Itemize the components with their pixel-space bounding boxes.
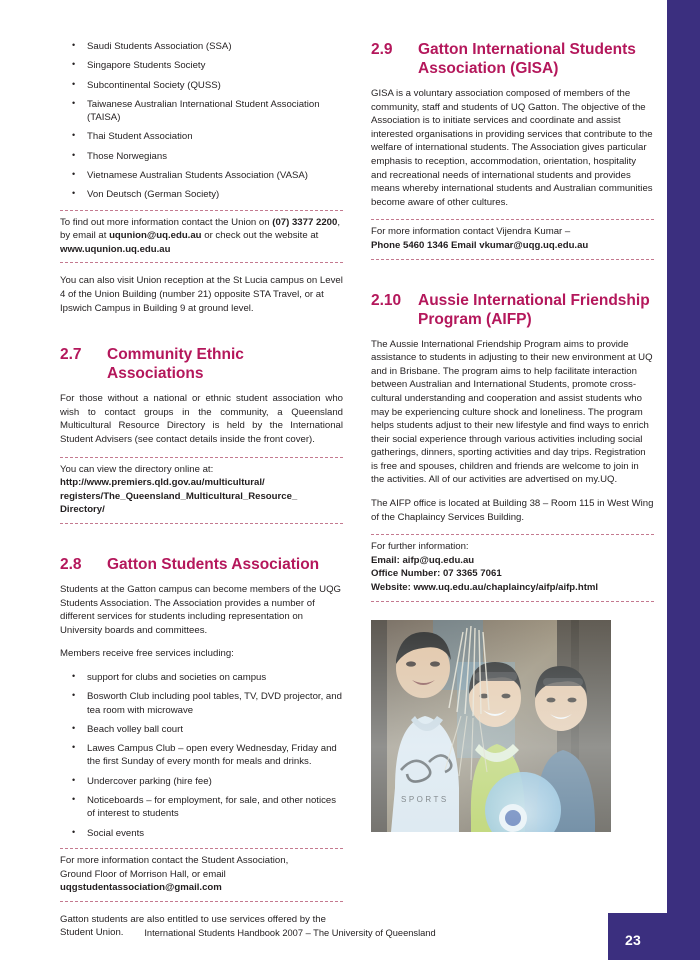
left-column xyxy=(60,40,343,940)
aifp-website: Website: www.uq.edu.au/chaplaincy/aifp/aifp.html xyxy=(371,582,599,594)
directory-callout xyxy=(60,457,343,524)
union-reception-text: You can also visit Union reception at the St Lucia campus on Level 4 of the Union Building (number 21) opposite STA Travel, or at Ipswich Campus in Building 9 at ground level. xyxy=(60,275,343,314)
gisa-contact-callout xyxy=(371,219,654,259)
list-item: • Thai Student Association xyxy=(60,130,343,143)
union-contact-intro: To find out more information contact the Union on xyxy=(60,216,273,228)
students-photo xyxy=(371,620,611,832)
list-item: • Those Norwegians xyxy=(60,150,343,163)
gisa-contact-line-1: For more information contact Vijendra Kumar – xyxy=(371,226,571,238)
directory-url-line-3: Directory/ xyxy=(60,504,105,516)
list-item: • support for clubs and societies on campus xyxy=(60,671,343,684)
aifp-contact-line-1: For further information: xyxy=(371,541,469,553)
list-item: • Taiwanese Australian International Student Association (TAISA) xyxy=(60,98,343,125)
list-item: • Saudi Students Association (SSA) xyxy=(60,40,343,53)
list-item: • Vietnamese Australian Students Association (VASA) xyxy=(60,169,343,182)
section-number: 2.9 xyxy=(371,41,393,58)
gisa-contact-line-2: Phone 5460 1346 Email vkumar@uqg.uq.edu.au xyxy=(371,239,589,251)
union-email-intro: , by email at xyxy=(60,216,340,242)
spacer xyxy=(60,325,343,345)
gatton-contact-line-1: For more information contact the Student Association, xyxy=(60,854,289,866)
spacer xyxy=(60,535,343,555)
list-item: • Von Deutsch (German Society) xyxy=(60,188,343,201)
section-2-8-body-1: Students at the Gatton campus can become members of the UQG Students Association. The Association provides a number of different services for students including representation on University boards and committees. xyxy=(60,583,342,636)
section-2-10-body-1: The Aussie International Friendship Program aims to provide assistance to students in adjusting to their new environment at UQ and in Brisbane. The program aims to help facilitate interaction between Australian and International Students, promote cross-cultural understanding and cooperation and assist students who may be experiencing culture shock and loneliness. The program helps students adjust to their new lifestyle and find ways to enrich their social experience through various activities including social gatherings, dinners, sporting activities and day trips. Registration is free and spouses, children and friends are welcome to join in the activities. All of our activities are advertised on my.UQ. xyxy=(371,338,653,486)
page-number: 23 xyxy=(625,932,641,948)
section-heading-2-7 xyxy=(60,345,343,383)
list-item: • Noticeboards – for employment, for sale, and other notices of interest to students xyxy=(60,794,343,821)
spacer xyxy=(371,271,654,291)
list-item: • Subcontinental Society (QUSS) xyxy=(60,79,343,92)
list-item: • Bosworth Club including pool tables, TV, DVD projector, and tea room with microwave xyxy=(60,690,343,717)
list-item: • Lawes Campus Club – open every Wednesday, Friday and the first Sunday of every month for meals and drinks. xyxy=(60,742,343,769)
section-2-7-body: For those without a national or ethnic student association who wish to contact groups in the community, a Queensland Multicultural Resource Directory is held by the International Student Advisers (see contact details inside the front cover). xyxy=(60,393,343,446)
gatton-contact-email: uqgstudentassociation@gmail.com xyxy=(60,882,222,894)
aifp-contact-callout xyxy=(371,534,654,601)
section-2-10-body-2: The AIFP office is located at Building 38 – Room 115 in West Wing of the Chaplaincy Services Building. xyxy=(371,498,654,523)
list-item: • Social events xyxy=(60,827,343,840)
union-website: www.uqunion.uq.edu.au xyxy=(60,243,171,255)
section-title: Gatton Students Association xyxy=(107,555,320,573)
section-title: Aussie International Friendship Program (AIFP) xyxy=(418,291,650,328)
section-number: 2.8 xyxy=(60,555,82,573)
section-heading-2-10 xyxy=(371,291,654,329)
directory-url-line-2: registers/The_Queensland_Multicultural_Resource_ xyxy=(60,490,298,502)
section-title: Gatton International Students Association (GISA) xyxy=(418,41,636,77)
list-item: • Singapore Students Society xyxy=(60,59,343,72)
section-2-8-body-2: Members receive free services including: xyxy=(60,648,234,660)
students-photo-image xyxy=(371,620,611,832)
list-item: • Undercover parking (hire fee) xyxy=(60,775,343,788)
section-number: 2.10 xyxy=(371,291,402,309)
aifp-office-number: Office Number: 07 3365 7061 xyxy=(371,568,502,580)
union-email: uqunion@uq.edu.au xyxy=(109,230,202,242)
section-heading-2-8 xyxy=(60,555,343,574)
purple-edge-bar xyxy=(667,0,700,913)
footer-text: International Students Handbook 2007 – The University of Queensland xyxy=(144,928,436,938)
gatton-contact-line-2: Ground Floor of Morrison Hall, or email xyxy=(60,868,226,880)
section-number: 2.7 xyxy=(60,346,82,364)
right-column xyxy=(371,40,654,832)
aifp-email: Email: aifp@uq.edu.au xyxy=(371,554,475,566)
union-contact-text xyxy=(60,216,343,257)
union-website-intro: or check out the website at xyxy=(201,230,319,242)
section-title: Community Ethnic Associations xyxy=(107,346,244,383)
list-item: • Beach volley ball court xyxy=(60,723,343,736)
directory-intro: You can view the directory online at: xyxy=(60,463,214,475)
section-2-9-body: GISA is a voluntary association composed of members of the community, staff and students of UQ Gatton. The objective of the Association is to initiate services and coordinate and assist interested organisations in providing services that contribute to the welfare of international students. The Association gives particular emphasis to reception, accommodation, orientation, hospitality and recreational needs of international students and provides means whereby international students and Australian communities become aware of other cultures. xyxy=(371,88,653,208)
union-phone: (07) 3377 2200 xyxy=(272,216,338,228)
directory-url-line-1: http://www.premiers.qld.gov.au/multicultural/ xyxy=(60,477,265,489)
gatton-closing-text: Gatton students are also entitled to use services offered by the Student Union. xyxy=(60,913,326,939)
club-list xyxy=(60,40,343,202)
gatton-services-list xyxy=(60,671,343,840)
section-heading-2-9 xyxy=(371,40,654,78)
union-contact-callout xyxy=(60,210,343,264)
gatton-contact-callout xyxy=(60,848,343,902)
